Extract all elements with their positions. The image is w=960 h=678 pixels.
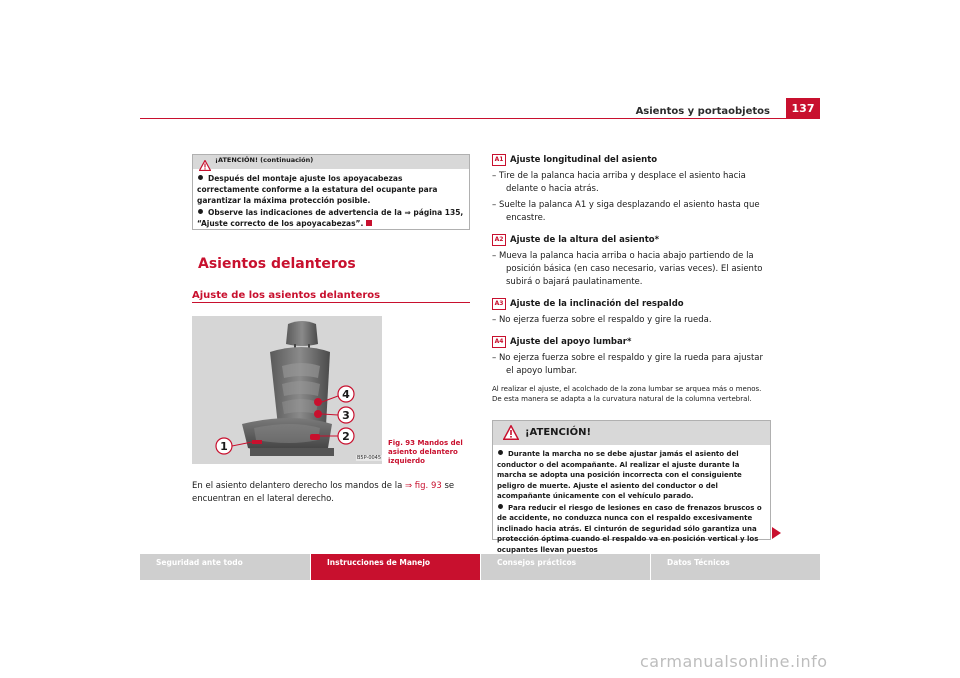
bullet-icon [198,175,203,180]
step-item: – Mueva la palanca hacia arriba o hacia abajo partiendo de la posición básica (en caso necesario, varias veces). El asiento subirá o bajará paulatinamente. [492,251,763,287]
page-header-title: Asientos y portaobjetos [635,106,770,117]
callout-label-4: 4 [342,388,350,401]
warning-body [497,449,768,556]
callout-label-1: 1 [220,440,228,453]
step-item: – No ejerza fuerza sobre el respaldo y gire la rueda para ajustar el apoyo lumbar. [492,353,764,376]
footer-nav [140,554,820,580]
step-item: – No ejerza fuerza sobre el respaldo y gire la rueda. [492,315,712,325]
intro-paragraph: En el asiento delantero derecho los mandos de la ⇒ fig. 93 se encuentran en el lateral derecho. [192,481,455,504]
step-tag: A4 [492,336,506,348]
warning-continued-heading: ¡ATENCIÓN! (continuación) [215,156,314,164]
warning-triangle-icon [503,425,519,444]
warning-item: Durante la marcha no se debe ajustar jamás el asiento del conductor o del acompañante. Al realizar el ajuste durante la marcha se adopta una posición incorrecta con el consiguiente peligro de muerte. Ajuste el asiento del conductor o del acompañante únicamente con el vehículo parado. [497,450,742,500]
figure-caption: Fig. 93 Mandos del asiento delantero izquierdo [388,439,463,465]
callout-label-3: 3 [342,409,350,422]
subsection-rule [192,302,470,303]
step-item: – Tire de la palanca hacia arriba y desplace el asiento hacia delante o hacia atrás. [492,171,746,194]
warning-box [492,420,771,554]
bullet-icon [498,504,503,509]
note-text: Al realizar el ajuste, el acolchado de la zona lumbar se arquea más o menos. De esta manera se adapta a la curvatura natural de la columna vertebral. [492,385,762,403]
bullet-icon [198,209,203,214]
step-heading: A4 Ajuste del apoyo lumbar* [492,336,772,349]
warning-continued-box [192,154,470,230]
seat-controls-figure [192,316,382,464]
step-heading: A2 Ajuste de la altura del asiento* [492,234,772,247]
footer-tab-instrucciones[interactable]: Instrucciones de Manejo [310,554,480,580]
warning-continued-header [193,155,469,169]
footer-tab-seguridad[interactable]: Seguridad ante todo [156,558,243,567]
step-tag: A3 [492,298,506,310]
warning-heading: ¡ATENCIÓN! [525,427,592,438]
warning-item: Para reducir el riesgo de lesiones en caso de frenazos bruscos o de accidente, no conduzca nunca con el respaldo excesivamente inclinado hacia atrás. El cinturón de seguridad sólo garantiza una protección óptima cuando el respaldo va en posición vertical y los ocupantes llevan puestos [497,503,762,554]
page-number: 137 [786,98,820,118]
step-tag: A2 [492,234,506,246]
warning-continued-item: Observe las indicaciones de advertencia de la ⇒ página 135, “Ajuste correcto de los apoyacabezas”. [197,208,464,228]
figure-link[interactable]: ⇒ fig. 93 [404,481,442,491]
warning-continued-item: Después del montaje ajuste los apoyacabezas correctamente conforme a la estatura del ocupante para garantizar la máxima protección posible. [197,174,438,205]
bullet-icon [498,450,503,455]
step-tag: A1 [492,154,506,166]
step-heading: A1 Ajuste longitudinal del asiento [492,154,772,167]
steps-column [492,154,772,404]
step-heading: A3 Ajuste de la inclinación del respaldo [492,298,772,311]
section-title: Asientos delanteros [198,256,356,272]
header-rule [140,118,820,119]
callout-label-2: 2 [342,430,350,443]
footer-tab-consejos[interactable]: Consejos prácticos [480,554,650,580]
seat-illustration [192,316,382,464]
continue-arrow-icon [772,527,781,539]
subsection-title: Ajuste de los asientos delanteros [192,290,381,301]
figure-code: B5P-0045 [357,455,382,461]
watermark: carmanualsonline.info [640,652,828,671]
end-of-section-icon [366,220,372,226]
warning-header [493,421,770,445]
step-item: – Suelte la palanca A1 y siga desplazando el asiento hasta que encastre. [492,200,760,223]
footer-tab-datos[interactable]: Datos Técnicos [650,554,820,580]
warning-continued-body [197,173,467,230]
